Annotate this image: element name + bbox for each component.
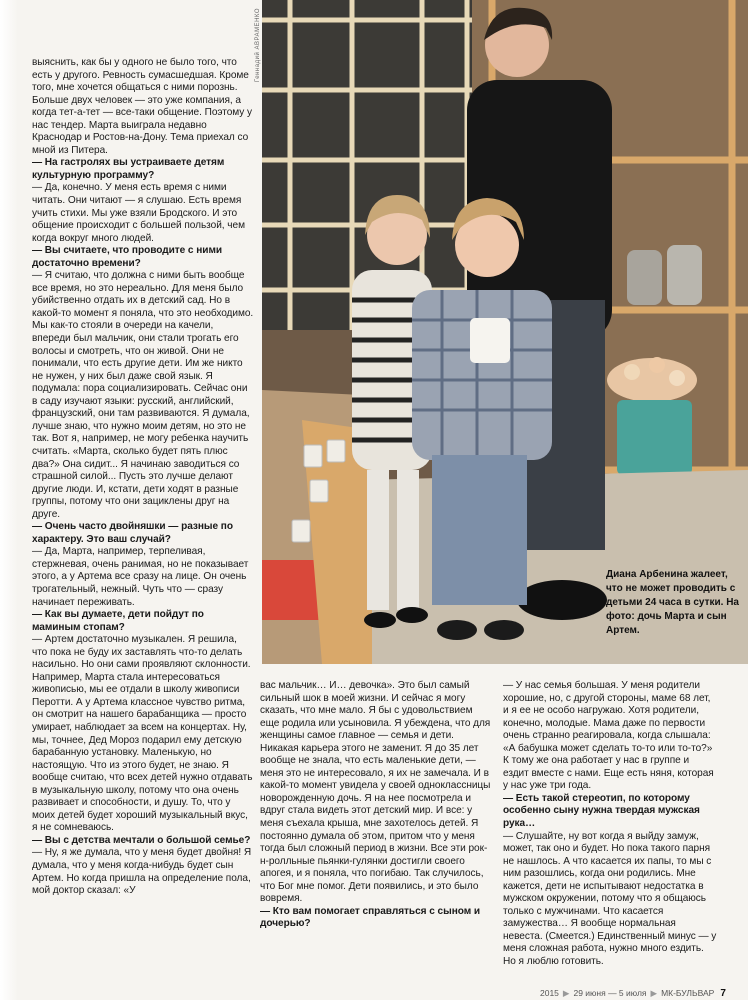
page-number: 7 [720,988,726,999]
article-column-right [503,680,717,969]
article-column-left [32,57,254,898]
article-column-middle [260,680,493,931]
footer-dates: 29 июня — 5 июля [573,988,647,998]
footer-year: 2015 [540,988,559,998]
question-paragraph: — Есть такой стереотип, по которому особенно сыну нужна твердая мужская рука… [503,792,700,830]
question-paragraph: — Кто вам помогает справляться с сыном и дочерью? [260,905,481,930]
answer-paragraph: выяснить, как бы у одного не было того, что есть у другого. Ревность сумасшедшая. Кроме того, мне хочется общаться с ними порознь. Больше двух человек — это уже компания, а когда тет-а-тет — все-таки общение. Поэтому у нас тендер. Марта выиграла недавно Краснодар и Ростов-на-Дону. Тема приехал со мной из Питера. [32,57,253,156]
answer-paragraph: — Я считаю, что должна с ними быть вообще все время, но это нереально. Для меня было убийственно отдать их в детский сад. Но в какой-то момент я поняла, что это необходимо. Мы как-то стояли в очереди на качели, впереди был мальчик, они стали трогать его волосы и смотреть, что он живой. Они не понимали, что есть другие дети. Им же никто не нужен, у них был даже свой язык. Я подумала: пора социализировать. Сейчас они в саду изучают языки: русский, английский, французский, они там развиваются. Я думала, лучше знаю, что нужно моим детям, но это не так. Вот я, например, не могу ребенка научить считать. «Марта, сколько будет пять плюс два?» Она сидит... Я начинаю заводиться со страшной силой... Пусть это лучше делают другие люди. И, кстати, дети ходят в разные группы, потому что они зациклены друг на друге. [32,270,254,520]
answer-paragraph: — Слушайте, ну вот когда я выйду замуж, может, так оно и будет. Но пока такого парня не нашлось. А что касается их папы, то мы с ним разошлись, когда они родились. Мне кажется, дети не испытывают недостатка в мужском окружении, потому что я общаюсь только с мужчинами. Что касается замужества… Я вообще нормальная невеста. (Смеется.) Единственный минус — у меня сложная работа, нужно много ездить. Но я люблю готовить. [503,830,717,968]
footer-publication: МК-БУЛЬВАР [661,988,715,998]
question-paragraph: — Как вы думаете, дети пойдут по маминым стопам? [32,609,204,633]
article-photo [262,0,748,664]
question-paragraph: — На гастролях вы устраиваете детям культурную программу? [32,157,225,181]
photo-caption: Диана Арбенина жалеет, что не может проводить с детьми 24 часа в сутки. На фото: дочь Марта и сын Артем. [606,569,739,636]
photo-illustration [262,0,748,664]
question-paragraph: — Вы с детства мечтали о большой семье? [32,834,251,846]
answer-paragraph: вас мальчик… И… девочка». Это был самый сильный шок в моей жизни. И сейчас я могу сказать, что мне мало. Я бы с удовольствием еще родила или усыновила. Я убеждена, что для женщины самое главное — семья и дети. Никакая карьера этого не заменит. Я до 35 лет вообще не знала, что есть маленькие дети, — меня это не интересовало, я их не замечала. И в какой-то момент увидела у своей одноклассницы новорожденную дочь. Я на нее посмотрела и вдруг стала видеть этот детский мир. И все: у меня съехала крыша, мне захотелось детей. Я постоянно думала об этом, притом что у меня тогда был сложный период в жизни. Все эти рок-н-ролльные пьянки-гулянки достигли своего апогея, и я поняла, что погибаю. Так случилось, что Бог мне помог. Дети появились, и это было вовремя. [260,680,491,905]
answer-paragraph: — Да, конечно. У меня есть время с ними читать. Они читают — я слушаю. Есть время учить стихи. Мы уже взяли Бродского. И это общение происходит с большей пользой, чем когда вокруг много людей. [32,182,245,244]
answer-paragraph: — Артем достаточно музыкален. Я решила, что пока не буду их заставлять что-то делать насильно. Но они сами проявляют склонности. Например, Марта стала интересоваться живописью, мы ее отдали в школу живописи Перотти. А у Артема классное чувство ритма, он смотрит на нашего барабанщика — просто умирает, наблюдает за всем на концертах. Ну, мы, точнее, Дед Мороз подарил ему детскую барабанную установку. Маленькую, но настоящую. Что из этого будет, не знаю. Я вообще считаю, что всех детей нужно отдавать в музыкальную школу, потому что она очень развивает и способности, и душу. То, что у моих детей будет хороший музыкальный вкус, я не сомневаюсь. [32,634,253,834]
scan-edge [0,0,18,1000]
answer-paragraph: — Да, Марта, например, терпеливая, стержневая, очень ранимая, но не показывает этого, а у Артема все сразу на лице. Он очень трогательный, нежный. Чуть что — сразу начинает переживать. [32,546,249,608]
question-paragraph: — Вы считаете, что проводите с ними достаточно времени? [32,245,223,269]
triangle-icon: ▶ [650,988,658,998]
page-footer [540,988,726,999]
answer-paragraph: — Ну, я же думала, что у меня будет двойня! Я думала, что у меня когда-нибудь будет сын Артем. Но когда пришла на определение пола, мой доктор сказал: «У [32,847,252,897]
triangle-icon: ▶ [562,988,570,998]
photo-credit: Геннадий АВРАМЕНКО [255,8,261,83]
answer-paragraph: — У нас семья большая. У меня родители хорошие, но, с другой стороны, маме 68 лет, и я ее не особо нагружаю. Хотя родители, конечно, молодые. Мама даже по первости очень странно реагировала, когда слышала: «А бабушка может сделать то-то или то-то?» К тому же она работает у нас в группе и ездит вместе с нами. Еще есть няня, которая у нас уже три года. [503,680,714,792]
question-paragraph: — Очень часто двойняшки — разные по характеру. Это ваш случай? [32,521,233,545]
